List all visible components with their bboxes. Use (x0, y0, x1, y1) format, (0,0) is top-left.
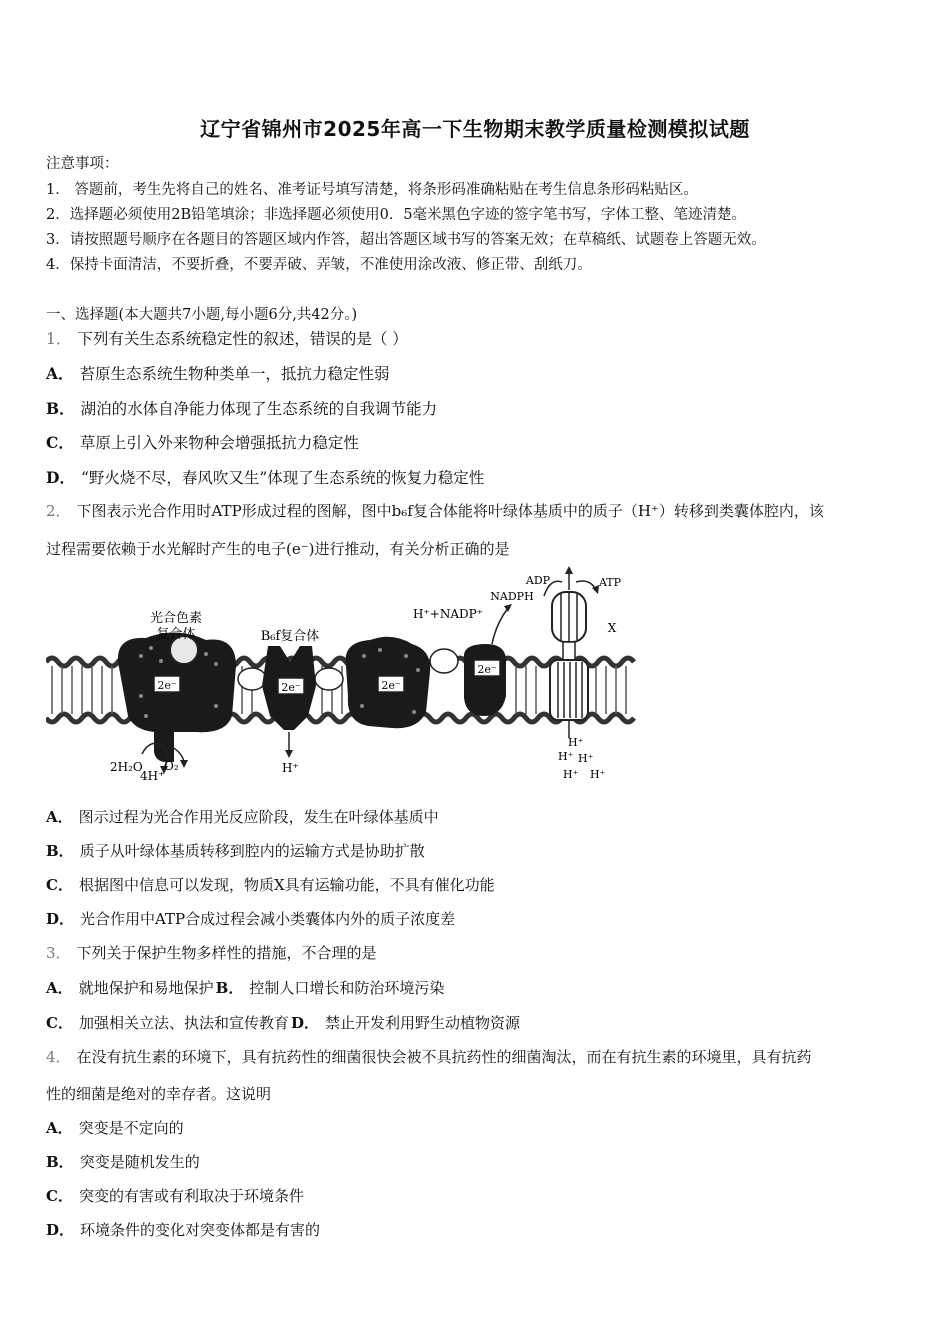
question-number: 2． (46, 502, 71, 520)
option-text: 湖泊的水体自净能力体现了生态系统的自我调节能力 (80, 400, 438, 418)
option-letter: A． (46, 1119, 73, 1137)
option-d (46, 908, 455, 929)
option-letter: D． (46, 1221, 75, 1239)
psii-label: 光合色素 (149, 611, 203, 626)
notice-item: 3．请按照题号顺序在各题目的答题区域内作答，超出答题区域书写的答案无效；在草稿纸、试题卷上答题无效。 (46, 232, 766, 248)
option-text: 突变是不定向的 (78, 1119, 184, 1137)
b6f-label: B₆f复合体 (260, 629, 320, 644)
question-number: 4． (46, 1048, 71, 1066)
psii-complex (118, 610, 236, 762)
proton-label: 4H⁺ (140, 769, 165, 783)
option-c (46, 431, 359, 453)
question-text: 在没有抗生素的环境下，具有抗药性的细菌很快会被不具抗药性的细菌淘汰，而在有抗生素的环境里，具有抗药 (76, 1048, 812, 1066)
question-text: 下列有关生态系统稳定性的叙述，错误的是（ ） (77, 330, 408, 348)
option-text: 苔原生态系统生物种类单一，抵抗力稳定性弱 (79, 365, 390, 383)
option-text: 光合作用中ATP合成过程会减小类囊体内外的质子浓度差 (80, 910, 456, 928)
option-a (46, 806, 439, 827)
electron-label: 2e⁻ (477, 663, 497, 676)
question-2-stem (46, 500, 824, 521)
question-number: 1． (46, 330, 72, 348)
atp-label: ATP (598, 576, 622, 589)
electron-label: 2e⁻ (157, 679, 177, 692)
option-text: 质子从叶绿体基质转移到腔内的运输方式是协助扩散 (79, 842, 425, 860)
option-text: 控制人口增长和防治环境污染 (249, 979, 445, 997)
electron-label: 2e⁻ (281, 681, 301, 694)
option-a (46, 362, 390, 384)
option-text: 根据图中信息可以发现，物质X具有运输功能，不具有催化功能 (78, 876, 495, 894)
option-text: 图示过程为光合作用光反应阶段，发生在叶绿体基质中 (78, 808, 439, 826)
option-letter: D． (290, 1014, 319, 1032)
option-letter: C． (46, 1187, 73, 1205)
option-text: 草原上引入外来物种会增强抵抗力稳定性 (79, 434, 359, 452)
x-label: X (607, 621, 617, 635)
question-text: 下列关于保护生物多样性的措施，不合理的是 (76, 944, 377, 962)
option-letter: A． (46, 979, 73, 997)
question-text: 下图表示光合作用时ATP形成过程的图解，图中b₆f复合体能将叶绿体基质中的质子（H⁺）转移到类囊体腔内，该 (76, 502, 824, 520)
proton-label: H⁺ (563, 768, 579, 781)
option-letter: C． (46, 1014, 73, 1032)
psi-complex (346, 637, 431, 728)
question-3-stem (46, 942, 377, 963)
option-text: 突变是随机发生的 (79, 1153, 200, 1171)
carrier-ellipse (315, 668, 343, 690)
option-text: 禁止开发利用野生动植物资源 (324, 1014, 520, 1032)
option-d (46, 466, 484, 488)
b6f-proton-arrow (282, 732, 299, 775)
photosynthesis-diagram (46, 566, 642, 784)
water-label: 2H₂O (110, 760, 143, 774)
option-text: 突变的有害或有利取决于环境条件 (78, 1187, 304, 1205)
page-title: 辽宁省锦州市2025年高一下生物期末教学质量检测模拟试题 (200, 117, 750, 141)
option-letter: A． (46, 364, 74, 383)
notice-heading: 注意事项： (46, 156, 119, 172)
proton-label: H⁺ (568, 736, 584, 749)
question-2-stem-continued: 过程需要依赖于水光解时产生的电子(e⁻)进行推动，有关分析正确的是 (46, 540, 510, 558)
adp-label: ADP (525, 574, 551, 587)
option-letter: B． (46, 1153, 74, 1171)
nadph-label: NADPH (490, 590, 534, 603)
option-text: 环境条件的变化对突变体都是有害的 (80, 1221, 321, 1239)
water-splitting (110, 743, 188, 783)
option-b (46, 397, 437, 419)
option-letter: C． (46, 876, 73, 894)
proton-label: H⁺ (578, 752, 594, 765)
option-d (46, 1219, 320, 1240)
carrier-ellipse (430, 649, 458, 673)
option-text: 就地保护和易地保护 (78, 979, 214, 997)
question-4-stem-continued: 性的细菌是绝对的幸存者。这说明 (46, 1085, 272, 1103)
options-row-ab (46, 977, 444, 998)
question-number: 3． (46, 944, 71, 962)
option-letter: D． (46, 468, 75, 487)
option-letter: B． (215, 979, 244, 997)
question-1-stem (46, 327, 408, 349)
option-c (46, 874, 495, 895)
psii-label: 复合体 (156, 627, 196, 642)
notice-item: 4．保持卡面清洁，不要折叠，不要弄破、弄皱，不准使用涂改液、修正带、刮纸刀。 (46, 257, 592, 273)
proton-label: H⁺ (558, 750, 574, 763)
option-text: 加强相关立法、执法和宣传教育 (78, 1014, 289, 1032)
notice-item: 2．选择题必须使用2B铅笔填涂；非选择题必须使用0．5毫米黑色字迹的签字笔书写，字体工整、笔迹清楚。 (46, 207, 747, 223)
option-letter: C． (46, 433, 74, 452)
section-heading: 一、选择题(本大题共7小题,每小题6分,共42分。) (46, 307, 358, 323)
option-letter: D． (46, 910, 75, 928)
option-letter: B． (46, 399, 75, 418)
nadp-label: H⁺+NADP⁺ (412, 607, 484, 621)
option-letter: B． (46, 842, 74, 860)
proton-label: H⁺ (590, 768, 606, 781)
option-letter: A． (46, 808, 73, 826)
option-text: “野火烧不尽，春风吹又生”体现了生态系统的恢复力稳定性 (80, 469, 485, 487)
electron-label: 2e⁻ (381, 679, 401, 692)
question-4-stem (46, 1046, 812, 1067)
option-b (46, 840, 425, 861)
notice-item: 1． 答题前，考生先将自己的姓名、准考证号填写清楚，将条形码准确粘贴在考生信息条形码粘贴区。 (46, 182, 698, 198)
oxygen-label: O₂ (164, 759, 179, 773)
option-c (46, 1185, 304, 1206)
option-a (46, 1117, 184, 1138)
carrier-ellipse (238, 668, 266, 690)
proton-label: H⁺ (282, 761, 299, 775)
options-row-cd (46, 1012, 520, 1033)
option-b (46, 1151, 200, 1172)
